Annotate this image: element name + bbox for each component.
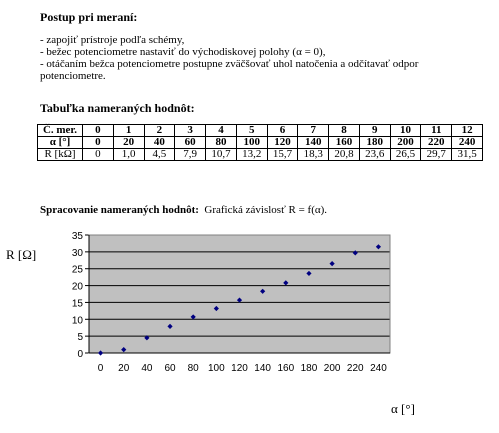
- table-cell: 8: [329, 125, 360, 137]
- table-cell: 12: [452, 125, 483, 137]
- x-tick-label: 160: [277, 363, 295, 374]
- procedure-step: - zapojiť prístroje podľa schémy,: [40, 34, 185, 46]
- y-tick-label: 15: [71, 298, 83, 310]
- table-cell: 180: [359, 137, 390, 149]
- table-cell: 10,7: [206, 149, 237, 161]
- x-tick-label: 100: [208, 363, 225, 374]
- x-tick-label: 40: [141, 363, 153, 374]
- table-cell: 240: [452, 137, 483, 149]
- x-tick-label: 220: [346, 363, 364, 374]
- table-cell: 9: [359, 125, 390, 137]
- table-cell: 200: [390, 137, 421, 149]
- table-cell: 20,8: [329, 149, 360, 161]
- table-cell: 40: [144, 137, 175, 149]
- y-tick-label: 35: [71, 231, 83, 242]
- table-cell: 23,6: [359, 149, 390, 161]
- table-heading: Tabuľka nameraných hodnôt:: [40, 101, 195, 115]
- plot-area: [89, 235, 390, 353]
- table-cell: 140: [298, 137, 329, 149]
- table-cell: 29,7: [421, 149, 452, 161]
- y-tick-label: 25: [71, 264, 83, 276]
- table-row-header: Č. mer.: [38, 125, 83, 137]
- procedure-step: - bežec potenciometre nastaviť do východiskovej polohy (α = 0),: [40, 46, 326, 58]
- x-tick-label: 80: [187, 363, 199, 374]
- table-cell: 6: [267, 125, 298, 137]
- procedure-heading: Postup pri meraní:: [40, 10, 138, 24]
- table-cell: 0: [83, 137, 114, 149]
- table-cell: 60: [175, 137, 206, 149]
- table-cell: 18,3: [298, 149, 329, 161]
- table-cell: 220: [421, 137, 452, 149]
- x-axis-label: α [°]: [391, 401, 415, 416]
- table-cell: 11: [421, 125, 452, 137]
- y-axis-label: R [Ω]: [6, 247, 37, 262]
- table-row-header: R [kΩ]: [38, 149, 83, 161]
- table-cell: 2: [144, 125, 175, 137]
- table-cell: 160: [329, 137, 360, 149]
- processing-text: Grafická závislosť R = f(α).: [204, 204, 328, 216]
- table-cell: 13,2: [236, 149, 267, 161]
- table-cell: 31,5: [452, 149, 483, 161]
- y-tick-label: 30: [71, 247, 83, 259]
- table-cell: 4: [206, 125, 237, 137]
- x-tick-label: 140: [254, 363, 271, 374]
- x-tick-label: 20: [118, 363, 130, 374]
- table-cell: 3: [175, 125, 206, 137]
- table-cell: 5: [236, 125, 267, 137]
- table-cell: 7,9: [175, 149, 206, 161]
- x-tick-label: 240: [370, 363, 387, 374]
- table-cell: 120: [267, 137, 298, 149]
- x-tick-label: 120: [231, 363, 248, 374]
- processing-label: Spracovanie nameraných hodnôt:: [40, 204, 199, 216]
- table-row-header: α [°]: [38, 137, 83, 149]
- y-tick-label: 10: [71, 315, 83, 327]
- y-tick-label: 0: [77, 349, 83, 360]
- table-cell: 15,7: [267, 149, 298, 161]
- table-cell: 0: [83, 125, 114, 137]
- y-tick-label: 20: [71, 281, 83, 293]
- x-tick-label: 180: [300, 363, 318, 374]
- table-cell: 26,5: [390, 149, 421, 161]
- x-tick-label: 60: [164, 363, 176, 374]
- y-tick-label: 5: [77, 332, 83, 344]
- x-tick-label: 200: [323, 363, 341, 374]
- table-cell: 1: [113, 125, 144, 137]
- table-cell: 10: [390, 125, 421, 137]
- table-cell: 80: [206, 137, 237, 149]
- table-cell: 7: [298, 125, 329, 137]
- table-cell: 0: [83, 149, 114, 161]
- x-tick-label: 0: [97, 363, 104, 374]
- table-cell: 100: [236, 137, 267, 149]
- table-cell: 1,0: [113, 149, 144, 161]
- procedure-step: - otáčaním bežca potenciometre postupne zväčšovať uhol natočenia a odčítavať odpor potenciometre.: [40, 58, 419, 82]
- table-cell: 20: [113, 137, 144, 149]
- table-cell: 4,5: [144, 149, 175, 161]
